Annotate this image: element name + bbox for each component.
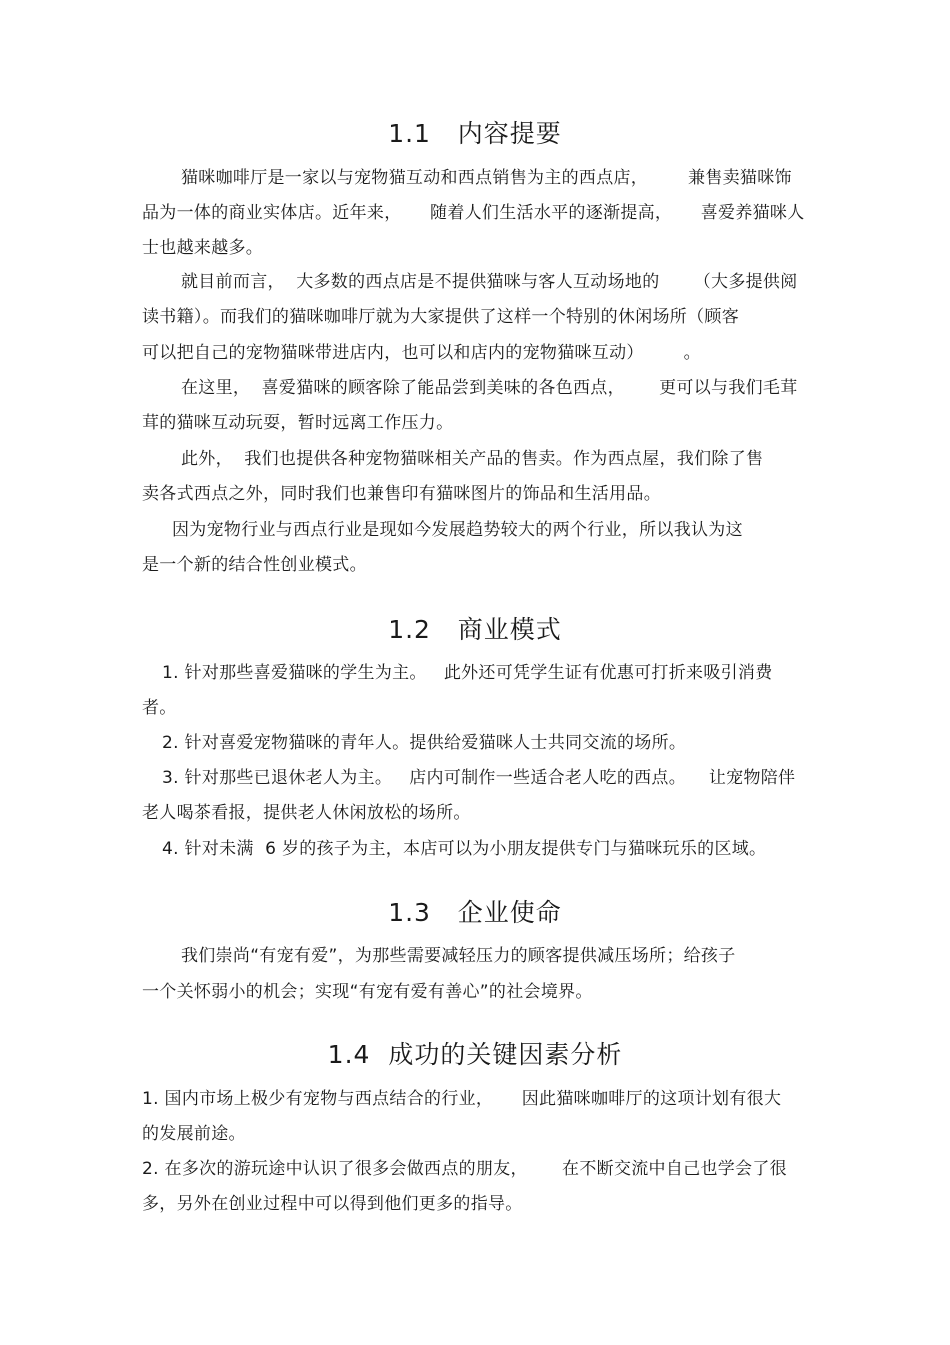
paragraph-line: 猫咪咖啡厅是一家以与宠物猫互动和西点销售为主的西点店， 兼售卖猫咪饰: [181, 168, 792, 188]
paragraph-line: 我们崇尚“有宠有爱”，为那些需要减轻压力的顾客提供减压场所；给孩子: [181, 946, 736, 966]
paragraph-line: 就目前而言， 大多数的西点店是不提供猫咪与客人互动场地的 （大多提供阅: [181, 272, 798, 292]
list-item-continuation: 的发展前途。: [142, 1124, 246, 1144]
list-item: 4. 针对未满 6 岁的孩子为主，本店可以为小朋友提供专门与猫咪玩乐的区域。: [162, 839, 767, 859]
section-heading-summary: 1.1 内容提要: [388, 119, 562, 148]
paragraph-line: 在这里， 喜爱猫咪的顾客除了能品尝到美味的各色西点， 更可以与我们毛茸: [181, 378, 798, 398]
list-item: 3. 针对那些已退休老人为主。 店内可制作一些适合老人吃的西点。 让宠物陪伴: [162, 768, 796, 788]
list-item-continuation: 者。: [142, 698, 177, 718]
list-item: 1. 针对那些喜爱猫咪的学生为主。 此外还可凭学生证有优惠可打折来吸引消费: [162, 663, 773, 683]
section-heading-key-success-factors: 1.4 成功的关键因素分析: [327, 1040, 623, 1069]
list-item-continuation: 多，另外在创业过程中可以得到他们更多的指导。: [142, 1194, 523, 1214]
section-heading-mission: 1.3 企业使命: [388, 898, 562, 927]
paragraph-line: 可以把自己的宠物猫咪带进店内，也可以和店内的宠物猫咪互动） 。: [142, 343, 701, 363]
paragraph-line: 品为一体的商业实体店。近年来， 随着人们生活水平的逐渐提高， 喜爱养猫咪人: [142, 203, 805, 223]
paragraph-line: 士也越来越多。: [142, 238, 264, 258]
section-heading-business-model: 1.2 商业模式: [388, 615, 562, 644]
paragraph-line: 是一个新的结合性创业模式。: [142, 555, 367, 575]
paragraph-line: 茸的猫咪互动玩耍，暂时远离工作压力。: [142, 413, 454, 433]
paragraph-line: 因为宠物行业与西点行业是现如今发展趋势较大的两个行业，所以我认为这: [172, 520, 743, 540]
list-item: 1. 国内市场上极少有宠物与西点结合的行业， 因此猫咪咖啡厅的这项计划有很大: [142, 1089, 782, 1109]
paragraph-line: 读书籍）。而我们的猫咪咖啡厅就为大家提供了这样一个特别的休闲场所（顾客: [142, 307, 739, 327]
list-item: 2. 针对喜爱宠物猫咪的青年人。提供给爱猫咪人士共同交流的场所。: [162, 733, 687, 753]
paragraph-line: 卖各式西点之外，同时我们也兼售印有猫咪图片的饰品和生活用品。: [142, 484, 661, 504]
list-item-continuation: 老人喝茶看报，提供老人休闲放松的场所。: [142, 803, 471, 823]
paragraph-line: 此外， 我们也提供各种宠物猫咪相关产品的售卖。作为西点屋，我们除了售: [181, 449, 764, 469]
list-item: 2. 在多次的游玩途中认识了很多会做西点的朋友， 在不断交流中自己也学会了很: [142, 1159, 787, 1179]
paragraph-line: 一个关怀弱小的机会；实现“有宠有爱有善心”的社会境界。: [142, 982, 593, 1002]
